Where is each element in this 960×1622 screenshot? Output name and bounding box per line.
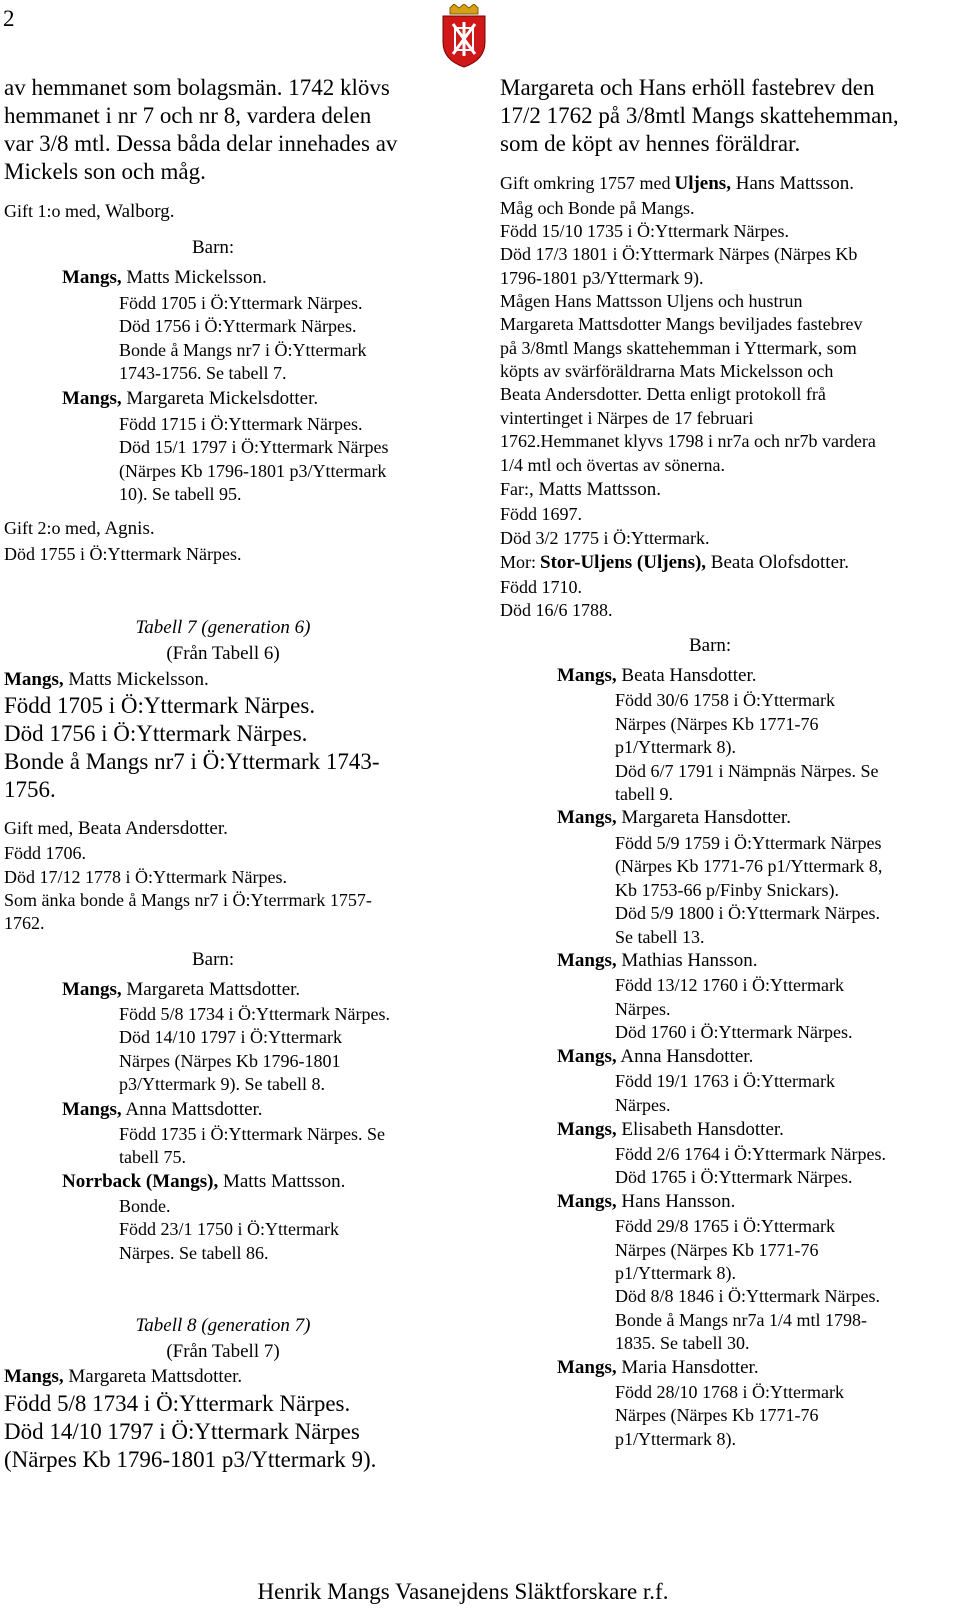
left-intro-line: Mickels son och måg. xyxy=(4,159,206,184)
child-name: Mangs, Hans Hansson. xyxy=(557,1191,736,1212)
child-name: Norrback (Mangs), Matts Mattsson. xyxy=(62,1171,346,1192)
children-heading: Barn: xyxy=(689,635,732,656)
right-intro-line: som de köpt av hennes föräldrar. xyxy=(500,131,801,156)
child-detail: Född 13/12 1760 i Ö:Yttermark xyxy=(615,975,844,995)
spouse-detail: 1762. xyxy=(4,913,45,933)
spouse-detail: 1762.Hemmanet klyvs 1798 i nr7a och nr7b vardera xyxy=(500,431,876,451)
child-detail: Närpes (Närpes Kb 1771-76 xyxy=(615,1405,819,1425)
child-detail: Död 8/8 1846 i Ö:Yttermark Närpes. xyxy=(615,1286,880,1306)
left-intro-line: av hemmanet som bolagsmän. 1742 klövs xyxy=(4,75,390,100)
child-detail: tabell 9. xyxy=(615,784,673,804)
child-detail: Född 23/1 1750 i Ö:Yttermark xyxy=(119,1219,339,1239)
child-detail: Född 2/6 1764 i Ö:Yttermark Närpes. xyxy=(615,1144,886,1164)
child-detail: Född 19/1 1763 i Ö:Yttermark xyxy=(615,1071,835,1091)
child-detail: p1/Yttermark 8). xyxy=(615,1263,736,1283)
marriage-label: Gift 1:o med xyxy=(4,201,96,221)
child-detail: (Närpes Kb 1771-76 p1/Yttermark 8, xyxy=(615,856,883,876)
spouse-detail: Född 1706. xyxy=(4,843,87,863)
child-detail: Född 5/9 1759 i Ö:Yttermark Närpes xyxy=(615,833,882,853)
child-detail: Född 1735 i Ö:Yttermark Närpes. Se xyxy=(119,1124,385,1144)
coat-of-arms-icon xyxy=(440,4,488,68)
person-detail: (Närpes Kb 1796-1801 p3/Yttermark 9). xyxy=(4,1447,377,1472)
person-detail: Bonde å Mangs nr7 i Ö:Yttermark 1743- xyxy=(4,749,380,774)
right-intro-line: 17/2 1762 på 3/8mtl Mangs skattehemman, xyxy=(500,103,899,128)
child-name: Mangs, Margareta Mattsdotter. xyxy=(62,979,301,1000)
child-detail: Närpes. xyxy=(615,1095,671,1115)
table-title: Tabell 7 (generation 6) xyxy=(135,617,311,638)
child-detail: Död 15/1 1797 i Ö:Yttermark Närpes xyxy=(119,437,389,457)
children-heading: Barn: xyxy=(192,949,235,970)
child-name: Mangs, Margareta Hansdotter. xyxy=(557,807,791,828)
table-source: (Från Tabell 6) xyxy=(166,643,280,664)
child-name: Mangs, Anna Hansdotter. xyxy=(557,1046,754,1067)
child-detail: Född 5/8 1734 i Ö:Yttermark Närpes. xyxy=(119,1004,390,1024)
person-name: Mangs, Margareta Mattsdotter. xyxy=(4,1366,243,1387)
person-detail: Född 5/8 1734 i Ö:Yttermark Närpes. xyxy=(4,1391,351,1416)
child-detail: Bonde å Mangs nr7a 1/4 mtl 1798- xyxy=(615,1310,867,1330)
child-detail: Född 30/6 1758 i Ö:Yttermark xyxy=(615,690,835,710)
father: Far:, Matts Mattsson. xyxy=(500,479,661,500)
child-detail: p1/Yttermark 8). xyxy=(615,1429,736,1449)
spouse-detail: 1796-1801 p3/Yttermark 9). xyxy=(500,268,704,288)
child-detail: Närpes. Se tabell 86. xyxy=(119,1243,269,1263)
spouse-detail: på 3/8mtl Mangs skattehemman i Yttermark, som xyxy=(500,338,857,358)
child-detail: Kb 1753-66 p/Finby Snickars). xyxy=(615,880,839,900)
marriage-label: Gift med xyxy=(4,818,69,838)
child-detail: Född 1715 i Ö:Yttermark Närpes. xyxy=(119,414,363,434)
father-detail: Född 1697. xyxy=(500,504,583,524)
child-detail: p3/Yttermark 9). Se tabell 8. xyxy=(119,1074,325,1094)
left-intro-line: hemmanet i nr 7 och nr 8, vardera delen xyxy=(4,103,372,128)
child-name: Mangs, Anna Mattsdotter. xyxy=(62,1099,263,1120)
person-name: Mangs, Matts Mickelsson. xyxy=(4,669,209,690)
child-detail: 1743-1756. Se tabell 7. xyxy=(119,363,287,383)
mother-detail: Född 1710. xyxy=(500,577,583,597)
table-title: Tabell 8 (generation 7) xyxy=(135,1315,311,1336)
child-detail: Närpes. xyxy=(615,999,671,1019)
spouse-detail: Död 17/3 1801 i Ö:Yttermark Närpes (Närpes Kb xyxy=(500,244,858,264)
spouse-detail: vintertinget i Närpes de 17 februari xyxy=(500,408,754,428)
child-detail: Född 1705 i Ö:Yttermark Närpes. xyxy=(119,293,363,313)
child-detail: Närpes (Närpes Kb 1771-76 xyxy=(615,714,819,734)
marriage-2 xyxy=(4,519,155,539)
table-source: (Från Tabell 7) xyxy=(166,1341,280,1362)
spouse-detail: Död 1755 i Ö:Yttermark Närpes. xyxy=(4,544,242,564)
child-detail: Död 14/10 1797 i Ö:Yttermark xyxy=(119,1027,342,1047)
person-detail: 1756. xyxy=(4,777,56,802)
mother-detail: Död 16/6 1788. xyxy=(500,600,613,620)
child-detail: Död 1756 i Ö:Yttermark Närpes. xyxy=(119,316,357,336)
spouse-detail: Måg och Bonde på Mangs. xyxy=(500,198,695,218)
page-footer: Henrik Mangs Vasanejdens Släktforskare r.f. xyxy=(257,1579,669,1604)
father-detail: Död 3/2 1775 i Ö:Yttermark. xyxy=(500,528,710,548)
children-heading: Barn: xyxy=(192,237,235,258)
spouse-detail: Margareta Mattsdotter Mangs beviljades fastebrev xyxy=(500,314,863,334)
spouse-name: , Agnis. xyxy=(96,518,155,539)
child-name: Mangs, Beata Hansdotter. xyxy=(557,665,757,686)
child-detail: 1835. Se tabell 30. xyxy=(615,1333,750,1353)
child-name: Mangs, Margareta Mickelsdotter. xyxy=(62,388,319,409)
child-detail: Född 29/8 1765 i Ö:Yttermark xyxy=(615,1216,835,1236)
spouse-detail: Född 15/10 1735 i Ö:Yttermark Närpes. xyxy=(500,221,789,241)
child-detail: tabell 75. xyxy=(119,1147,186,1167)
child-detail: Död 5/9 1800 i Ö:Yttermark Närpes. xyxy=(615,903,880,923)
spouse-detail: Död 17/12 1778 i Ö:Yttermark Närpes. xyxy=(4,867,287,887)
left-intro-line: var 3/8 mtl. Dessa båda delar innehades av xyxy=(4,131,398,156)
child-detail: Död 6/7 1791 i Nämpnäs Närpes. Se xyxy=(615,761,879,781)
spouse-detail: 1/4 mtl och övertas av sönerna. xyxy=(500,455,725,475)
child-detail: Närpes (Närpes Kb 1771-76 xyxy=(615,1240,819,1260)
child-name: Mangs, Mathias Hansson. xyxy=(557,950,758,971)
child-detail: Närpes (Närpes Kb 1796-1801 xyxy=(119,1051,341,1071)
child-detail: Död 1765 i Ö:Yttermark Närpes. xyxy=(615,1167,853,1187)
child-detail: Se tabell 13. xyxy=(615,927,705,947)
spouse-detail: Som änka bonde å Mangs nr7 i Ö:Yterrmark 1757- xyxy=(4,890,372,910)
child-detail: (Närpes Kb 1796-1801 p3/Yttermark xyxy=(119,461,387,481)
person-detail: Född 1705 i Ö:Yttermark Närpes. xyxy=(4,693,316,718)
marriage: Gift omkring 1757 med Uljens, Hans Mattsson. xyxy=(500,173,854,194)
spouse-detail: Mågen Hans Mattsson Uljens och hustrun xyxy=(500,291,803,311)
marriage-label: Gift 2:o med xyxy=(4,518,96,538)
person-detail: Död 1756 i Ö:Yttermark Närpes. xyxy=(4,721,308,746)
right-intro-line: Margareta och Hans erhöll fastebrev den xyxy=(500,75,875,100)
child-detail: p1/Yttermark 8). xyxy=(615,737,736,757)
child-detail: Bonde. xyxy=(119,1196,171,1216)
child-detail: Bonde å Mangs nr7 i Ö:Yttermark xyxy=(119,340,367,360)
child-name: Mangs, Elisabeth Hansdotter. xyxy=(557,1119,784,1140)
child-detail: Död 1760 i Ö:Yttermark Närpes. xyxy=(615,1022,853,1042)
marriage xyxy=(4,819,228,839)
mother: Mor: Stor-Uljens (Uljens), Beata Olofsdotter. xyxy=(500,552,850,573)
marriage-1 xyxy=(4,202,175,222)
page-number: 2 xyxy=(3,6,15,31)
child-name: Mangs, Matts Mickelsson. xyxy=(62,267,267,288)
spouse-detail: Beata Andersdotter. Detta enligt protokoll frå xyxy=(500,384,826,404)
spouse-detail: köpts av svärföräldrarna Mats Mickelsson och xyxy=(500,361,834,381)
child-detail: 10). Se tabell 95. xyxy=(119,484,242,504)
spouse-name: , Beata Andersdotter. xyxy=(68,818,228,839)
person-detail: Död 14/10 1797 i Ö:Yttermark Närpes xyxy=(4,1419,360,1444)
child-detail: Född 28/10 1768 i Ö:Yttermark xyxy=(615,1382,844,1402)
spouse-name: , Walborg. xyxy=(96,201,175,222)
child-name: Mangs, Maria Hansdotter. xyxy=(557,1357,759,1378)
